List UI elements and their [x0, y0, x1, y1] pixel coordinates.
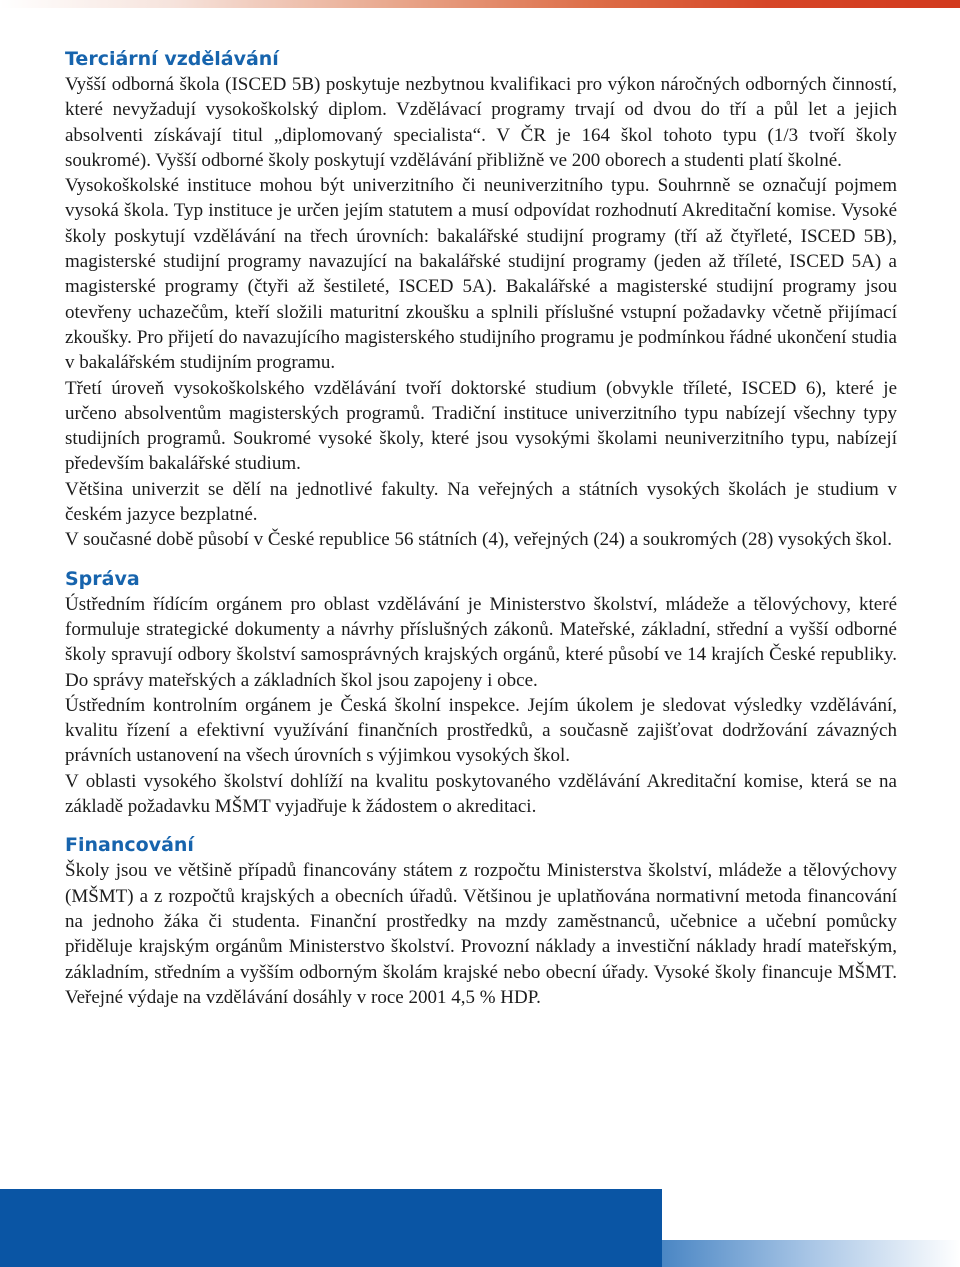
paragraph: Ústředním řídícím orgánem pro oblast vzdělávání je Ministerstvo školství, mládeže a tělovýchovy, které formuluje strategické dokumenty a návrhy příslušných zákonů. Mateřské, základní, střední a vyšší odborné školy spravují odbory školství samosprávných krajských orgánů, které působí ve 14 krajích České republiky. Do správy mateřských a základních škol jsou zapojeny i obce. — [65, 593, 897, 691]
paragraph: Vysokoškolské instituce mohou být univerzitního či neuniverzitního typu. Souhrnně se označují pojmem vysoká škola. Typ instituce je určen jejím statutem a musí odpovídat rozhodnutí Akreditační komise. Vysoké školy poskytují vzdělávání na třech úrovních: bakalářské studijní programy (tří až čtyřleté, ISCED 5B), magisterské studijní programy navazující na bakalářské studijní programy (jeden až tříleté, ISCED 5A) a magisterské programy (čtyři až šestileté, ISCED 5A). Bakalářské a magisterské studijní programy jsou otevřeny uchazečům, kteří složili maturitní zkoušku a splnili příslušné vstupní požadavky včetně přijímací zkoušky. Pro přijetí do navazujícího magisterského studijního programu je podmínkou řádné ukončení studia v bakalářském studijním programu. — [65, 175, 897, 374]
paragraph: Většina univerzit se dělí na jednotlivé fakulty. Na veřejných a státních vysokých školách je studium v českém jazyce bezplatné. — [65, 478, 897, 526]
section-heading: Správa — [65, 567, 140, 590]
paragraph: Školy jsou ve většině případů financovány státem z rozpočtu Ministerstva školství, mládeže a tělovýchovy (MŠMT) a z rozpočtů krajských a obecních úřadů. Většinou je uplatňována normativní metoda financování na jednoho žáka či studenta. Finanční prostředky na mzdy zaměstnanců, učebnice a učební pomůcky přiděluje krajským orgánům Ministerstvo školství. Provozní náklady a investiční náklady hradí mateřským, základním, středním a vyšším odborným školám krajské nebo obecní úřady. Vysoké školy financuje MŠMT. Veřejné výdaje na vzdělávání dosáhly v roce 2001 4,5 % HDP. — [65, 860, 897, 1008]
bottom-decorative-gradient — [662, 1240, 960, 1267]
section-heading: Financování — [65, 834, 194, 857]
top-decorative-bar — [0, 0, 960, 8]
paragraph: V současné době působí v České republice 56 státních (4), veřejných (24) a soukromých (28) vysokých škol. — [65, 529, 893, 551]
section-tertiary-education — [65, 47, 897, 553]
paragraph: Vyšší odborná škola (ISCED 5B) poskytuje nezbytnou kvalifikaci pro výkon náročných odborných činností, které nevyžadují vysokoškolský diplom. Vzdělávací programy trvají od dvou do tří a půl let a jejich absolventi získávají titul „diplomovaný specialista“. V ČR je 164 škol tohoto typu (1/3 tvoří školy soukromé). Vyšší odborné školy poskytují vzdělávání přibližně ve 200 oborech a studenti platí školné. — [65, 74, 897, 171]
section-administration — [65, 567, 897, 820]
paragraph: V oblasti vysokého školství dohlíží na kvalitu poskytovaného vzdělávání Akreditační komise, která se na základě požadavku MŠMT vyjadřuje k žádostem o akreditaci. — [65, 770, 897, 818]
paragraph: Ústředním kontrolním orgánem je Česká školní inspekce. Jejím úkolem je sledovat výsledky vzdělávání, kvalitu řízení a efektivní využívání finančních prostředků, a současně zajišťovat dodržování závazných právních ustanovení na všech úrovních s výjimkou vysokých škol. — [65, 694, 897, 767]
document-body — [65, 47, 897, 1024]
section-heading: Terciární vzdělávání — [65, 48, 279, 70]
paragraph: Třetí úroveň vysokoškolského vzdělávání tvoří doktorské studium (obvykle tříleté, ISCED 6), které je určeno absolventům magisterských programů. Tradiční instituce univerzitního typu nabízejí všechny typy studijních programů. Soukromé vysoké školy, které jsou vysokými školami neuniverzitního typu, nabízejí především bakalářské studium. — [65, 377, 897, 475]
bottom-decorative-bar — [0, 1189, 662, 1267]
section-financing — [65, 833, 897, 1010]
